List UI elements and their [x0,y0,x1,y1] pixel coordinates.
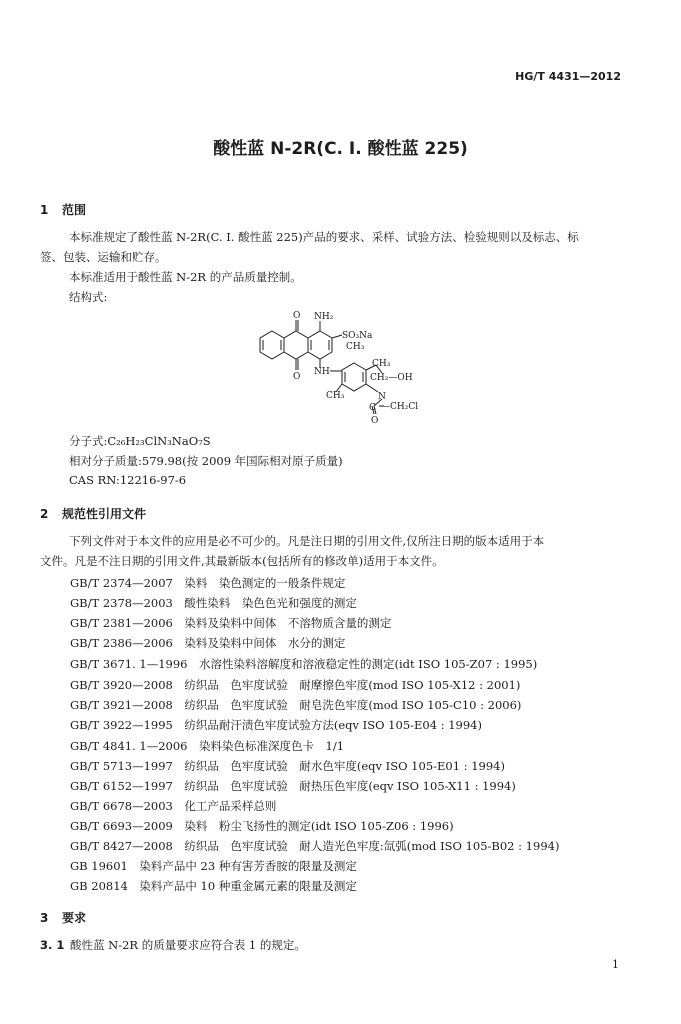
reference-item: GB 19601 染料产品中 23 种有害芳香胺的限量及测定 [70,859,357,873]
reference-item: GB/T 3920—2008 纺织品 色牢度试验 耐摩擦色牢度(mod ISO 105-X12 : 2001) [70,678,521,692]
reference-item: GB/T 2381—2006 染料及染料中间体 不溶物质含量的测定 [70,616,392,630]
reference-item: GB/T 2374—2007 染料 染色测定的一般条件规定 [70,576,346,590]
refs-intro-line1: 下列文件对于本文件的应用是必不可少的。凡是注日期的引用文件,仅所注日期的版本适用于本 [69,534,545,548]
scope-para-2: 本标准适用于酸性蓝 N-2R 的产品质量控制。 [69,270,302,284]
molecular-formula: 分子式:C₂₆H₂₃ClN₃NaO₇S [69,434,211,448]
refs-intro-line2: 文件。凡是不注日期的引用文件,其最新版本(包括所有的修改单)适用于本文件。 [40,554,444,568]
subsection-text: 酸性蓝 N-2R 的质量要求应符合表 1 的规定。 [70,938,306,952]
reference-item: GB/T 4841. 1—2006 染料染色标准深度色卡 1/1 [70,739,345,753]
subsection-number: 3. 1 [40,938,65,952]
formula-atom-label: NH₂ [314,312,334,322]
subsection-3-1 [40,937,306,953]
section-1-heading [40,201,86,218]
reference-item: GB/T 3922—1995 纺织品耐汗渍色牢度试验方法(eqv ISO 105-E04 : 1994) [70,718,482,732]
reference-item: GB/T 5713—1997 纺织品 色牢度试验 耐水色牢度(eqv ISO 105-E01 : 1994) [70,759,505,773]
formula-atom-label: CH₃ [372,359,391,369]
reference-item: GB/T 6152—1997 纺织品 色牢度试验 耐热压色牢度(eqv ISO 105-X11 : 1994) [70,779,516,793]
formula-atom-label: NH [314,367,330,377]
formula-atom-label: O [293,372,301,382]
section-title: 范围 [62,203,87,217]
section-number: 1 [40,203,49,217]
scope-para-line2: 签、包装、运输和贮存。 [40,250,167,264]
section-number: 3 [40,911,49,925]
standard-number: HG/T 4431—2012 [515,70,621,83]
formula-atom-label: O [293,311,301,321]
reference-item: GB 20814 染料产品中 10 种重金属元素的限量及测定 [70,879,357,893]
section-title: 规范性引用文件 [62,507,147,521]
page-title: 酸性蓝 N-2R(C. I. 酸性蓝 225) [213,139,468,159]
structure-label: 结构式: [69,290,108,304]
page-number: 1 [612,958,619,971]
formula-atom-label: O [371,416,379,426]
formula-atom-label: SO₃Na [342,331,373,341]
reference-item: GB/T 2386—2006 染料及染料中间体 水分的测定 [70,636,346,650]
reference-item: GB/T 6678—2003 化工产品采样总则 [70,799,277,813]
cas-number: CAS RN:12216-97-6 [69,473,187,487]
reference-item: GB/T 3671. 1—1996 水溶性染料溶解度和溶液稳定性的测定(idt ISO 105-Z07 : 1995) [70,657,538,671]
section-2-heading [40,505,146,522]
section-number: 2 [40,507,49,521]
reference-item: GB/T 3921—2008 纺织品 色牢度试验 耐皂洗色牢度(mod ISO 105-C10 : 2006) [70,698,522,712]
formula-atom-label: CH₃ [346,342,365,352]
reference-item: GB/T 2378—2003 酸性染料 染色色光和强度的测定 [70,596,357,610]
reference-item: GB/T 6693—2009 染料 粉尘飞扬性的测定(idt ISO 105-Z06 : 1996) [70,819,454,833]
structural-formula [250,308,430,426]
formula-atom-label: CH₂—OH [370,373,413,383]
formula-atom-label: —CH₂Cl [381,402,419,412]
section-title: 要求 [62,911,87,925]
formula-atom-label: CH₃ [326,391,345,401]
reference-item: GB/T 8427—2008 纺织品 色牢度试验 耐人造光色牢度:氙弧(mod ISO 105-B02 : 1994) [70,839,560,853]
formula-atom-label: N [378,392,386,402]
molecular-mass: 相对分子质量:579.98(按 2009 年国际相对原子质量) [69,454,343,468]
formula-atom-label: C [369,403,376,413]
section-3-heading [40,909,86,926]
scope-para-line1: 本标准规定了酸性蓝 N-2R(C. I. 酸性蓝 225)产品的要求、采样、试验方法、检验规则以及标志、标 [69,230,579,244]
